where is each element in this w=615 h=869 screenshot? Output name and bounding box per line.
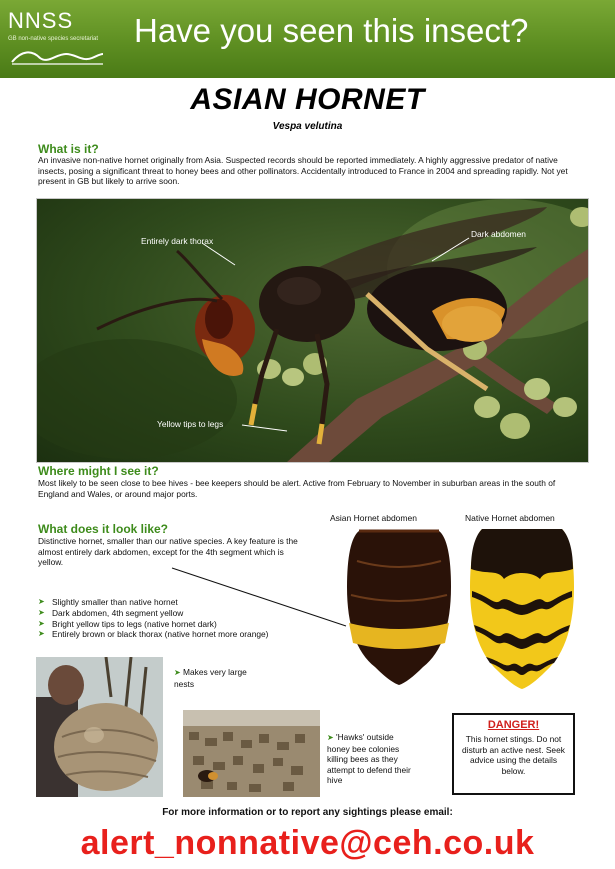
nnss-logo: [8, 8, 118, 70]
asian-abdomen-icon: [345, 527, 453, 687]
heading-look: What does it look like?: [38, 522, 169, 536]
arrow-icon: ➤: [327, 733, 334, 742]
feature-item: ➤ Slightly smaller than native hornet: [38, 597, 308, 608]
feature-list: [38, 597, 308, 640]
hawks-photo: [183, 710, 320, 797]
hawks-illustration: [183, 710, 320, 797]
native-abdomen-icon: [470, 525, 574, 690]
danger-box: [452, 713, 575, 795]
label-yellow-legs: Yellow tips to legs: [157, 419, 224, 429]
headline: Have you seen this insect?: [134, 12, 529, 49]
arrow-icon: ➤: [174, 668, 181, 677]
label-asian-abdomen: Asian Hornet abdomen: [330, 513, 417, 523]
header-banner: [0, 0, 615, 78]
label-dark-abdomen: Dark abdomen: [471, 229, 526, 239]
hawks-caption-text: 'Hawks' outside honey bee colonies killing bees as they attempt to defend their hive: [327, 732, 411, 786]
footer-instruction: For more information or to report any sightings please email:: [162, 807, 453, 818]
label-native-abdomen: Native Hornet abdomen: [465, 513, 555, 523]
latin-name: Vespa velutina: [272, 121, 343, 132]
hornet-photo: [36, 198, 589, 463]
nest-photo: [36, 657, 163, 797]
page-title: ASIAN HORNET: [190, 83, 425, 116]
feature-item: ➤ Dark abdomen, 4th segment yellow: [38, 608, 308, 619]
nest-caption: [174, 667, 264, 689]
heading-where: Where might I see it?: [38, 464, 159, 478]
heading-what-is-it: What is it?: [38, 142, 99, 156]
logo-wave-icon: [10, 48, 105, 66]
danger-title: DANGER!: [487, 719, 540, 731]
danger-body: This hornet stings. Do not disturb an active nest. Seek advice using the details below.: [462, 734, 565, 776]
label-dark-thorax: Entirely dark thorax: [141, 236, 214, 246]
paragraph-where: Most likely to be seen close to bee hives - bee keepers should be alert. Active from February to November in suburban areas in the south of England and Wales, or around major ports.: [38, 478, 556, 499]
paragraph-look: Distinctive hornet, smaller than our native species. A key feature is the almost entirely dark abdomen, except for the 4th segment which is yellow.: [38, 536, 298, 568]
paragraph-what-is-it: An invasive non-native hornet originally from Asia. Suspected records should be reported immediately. A highly aggressive predator of native insects, posing a significant threat to honey bees and other pollinators. Accidentally introduced to France in 2004 and spreading rapidly. Not yet present in GB but likely to arrive soon.: [38, 155, 568, 187]
logo-text: NNSS: [8, 8, 74, 33]
nest-illustration: [36, 657, 163, 797]
feature-item: ➤ Entirely brown or black thorax (native hornet more orange): [38, 629, 308, 640]
nest-caption-text: Makes very large nests: [174, 667, 247, 689]
feature-item: ➤ Bright yellow tips to legs (native hornet dark): [38, 619, 308, 630]
hawks-caption: [327, 732, 417, 786]
report-email: alert_nonnative@ceh.co.uk: [80, 824, 535, 862]
logo-subtitle: GB non-native species secretariat: [8, 36, 99, 42]
